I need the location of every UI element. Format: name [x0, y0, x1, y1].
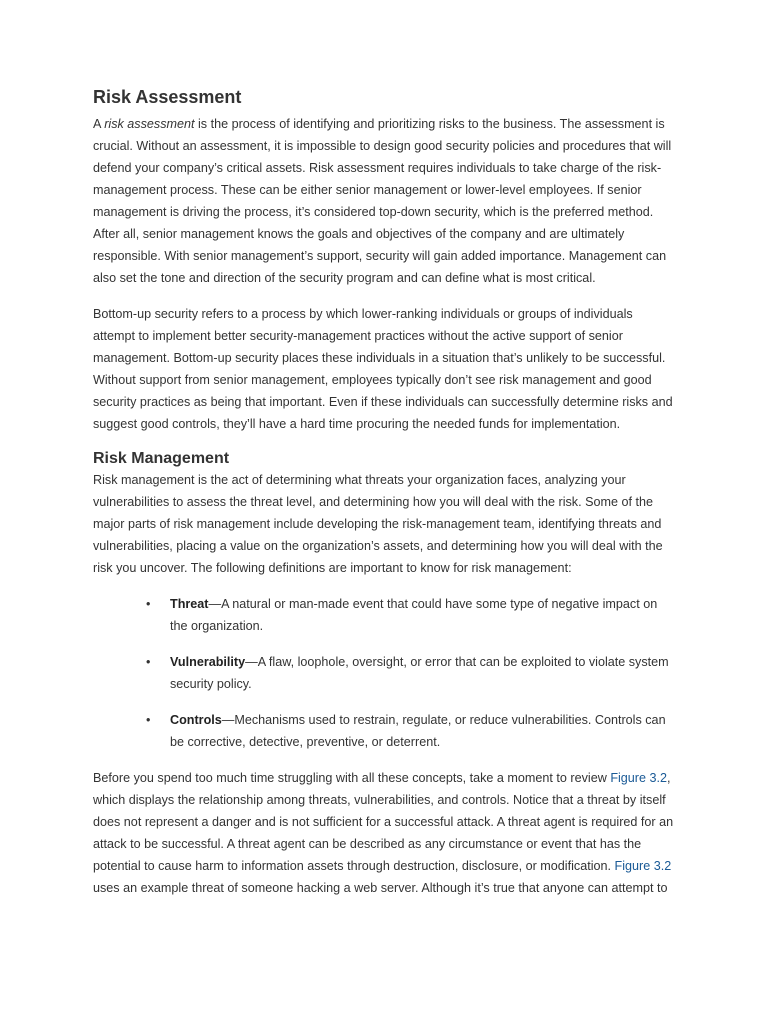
term-controls: Controls — [170, 713, 222, 727]
text-part-a: Before you spend too much time struggling with all these concepts, take a moment to review — [93, 771, 611, 785]
paragraph-figure-reference — [93, 767, 677, 899]
text-part-b: , which displays the relationship among threats, vulnerabilities, and controls. Notice that a threat by itself does not represent a danger and is not sufficient for a successful attack. A threat agent is required for an attack to be successful. A threat agent can be described as any circumstance or event that has the potential to cause harm to information assets through destruction, disclosure, or modification. — [93, 771, 674, 873]
term-risk-assessment: risk assessment — [104, 117, 195, 131]
list-item-controls — [146, 709, 677, 753]
paragraph-risk-assessment-intro — [93, 113, 677, 289]
bullet-icon: • — [146, 713, 151, 727]
term-threat: Threat — [170, 597, 209, 611]
text-lead: A — [93, 117, 105, 131]
figure-3-2-link[interactable]: Figure 3.2 — [610, 771, 668, 785]
list-item-threat — [146, 593, 677, 637]
document-page — [93, 84, 677, 913]
text-rest: is the process of identifying and prioritizing risks to the business. The assessment is crucial. Without an assessment, it is impossible to design good security policies and procedures that will defend your company’s critical assets. Risk assessment requires individuals to take charge of the risk-management process. These can be either senior management or lower-level employees. If senior management is driving the process, it’s considered top-down security, which is the preferred method. After all, senior management knows the goals and objectives of the company and are ultimately responsible. With senior management’s support, security will gain added importance. Management can also set the tone and direction of the security program and can define what is most critical. — [93, 117, 672, 285]
definitions-list — [93, 593, 677, 753]
figure-3-2-link-second[interactable]: Figure 3.2 — [614, 859, 672, 873]
bullet-icon: • — [146, 597, 151, 611]
paragraph-bottom-up-security: Bottom-up security refers to a process by which lower-ranking individuals or groups of individuals attempt to implement better security-management practices without the active support of senior management. Bottom-up security places these individuals in a situation that’s unlikely to be successful. Without support from senior management, employees typically don’t see risk management and good security practices as being that important. Even if these individuals can successfully determine risks and suggest good controls, they’ll have a hard time procuring the needed funds for implementation. — [93, 307, 673, 431]
text-part-c: uses an example threat of someone hacking a web server. Although it’s true that anyone can attempt to — [93, 881, 668, 895]
definition-vulnerability: —A flaw, loophole, oversight, or error that can be exploited to violate system security policy. — [170, 655, 669, 691]
list-item-vulnerability — [146, 651, 677, 695]
heading-risk-assessment: Risk Assessment — [93, 87, 242, 107]
bullet-icon: • — [146, 655, 151, 669]
heading-risk-management: Risk Management — [93, 450, 230, 467]
term-vulnerability: Vulnerability — [170, 655, 246, 669]
definition-controls: —Mechanisms used to restrain, regulate, or reduce vulnerabilities. Controls can be corrective, detective, preventive, or deterrent. — [170, 713, 666, 749]
definition-threat: —A natural or man-made event that could have some type of negative impact on the organization. — [170, 597, 658, 633]
paragraph-risk-management-intro: Risk management is the act of determining what threats your organization faces, analyzing your vulnerabilities to assess the threat level, and determining how you will deal with the risk. Some of the major parts of risk management include developing the risk-management team, identifying threats and vulnerabilities, placing a value on the organization’s assets, and determining how you will deal with the risk you uncover. The following definitions are important to know for risk management: — [93, 473, 663, 575]
